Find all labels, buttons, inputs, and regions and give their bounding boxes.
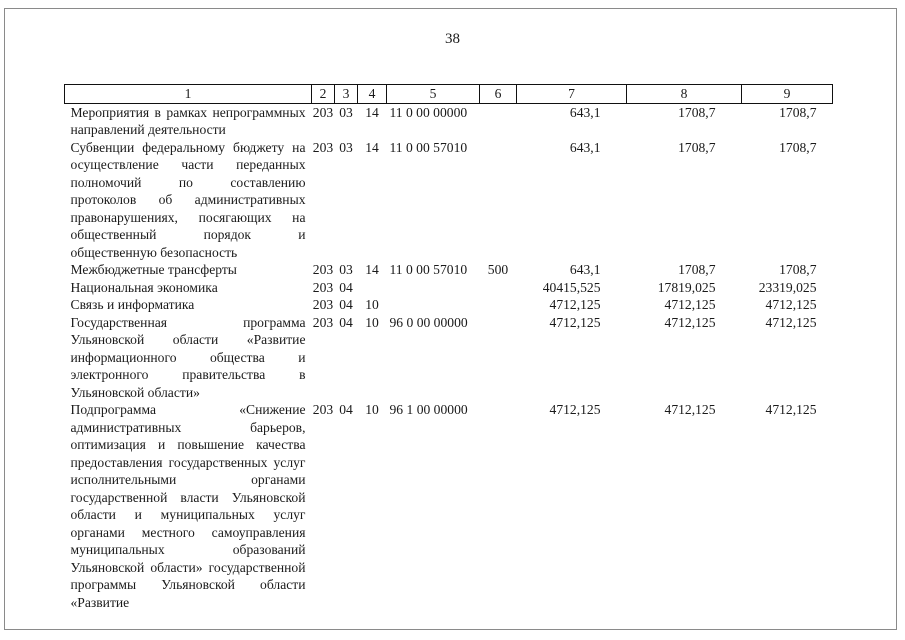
row-col-9: 4712,125: [765, 402, 817, 417]
row-col-7: 4712,125: [549, 297, 601, 312]
row-col-8: 17819,025: [657, 279, 716, 295]
row-col-3: 04: [339, 402, 353, 417]
row-name: Межбюджетные трансферты: [70, 262, 237, 277]
table-row: [65, 261, 833, 279]
row-col-7: 4712,125: [549, 314, 601, 330]
row-col-9: 4712,125: [765, 314, 817, 330]
row-col-7: 4712,125: [549, 402, 601, 417]
row-col-7: 643,1: [569, 104, 601, 120]
row-col-6: [480, 139, 517, 262]
row-name: Государственная программа Ульяновской области «Развитие информационного общества и электронного правительства в Ульяновской области»: [70, 314, 306, 400]
row-col-5: [387, 296, 480, 314]
row-col-4: 14: [365, 262, 379, 277]
row-col-6: [480, 279, 517, 297]
row-col-6: [480, 401, 517, 611]
header-col-1: 1: [65, 85, 312, 104]
header-col-6: 6: [480, 85, 517, 104]
header-col-4: 4: [358, 85, 387, 104]
row-name: Субвенции федеральному бюджету на осуществление части переданных полномочий по составлению протоколов об административных правонарушениях, посягающих на общественный порядок и общественную безопасность: [70, 139, 306, 260]
row-col-5: 11 0 00 00000: [389, 104, 468, 120]
header-col-9: 9: [742, 85, 833, 104]
row-col-4: [358, 279, 387, 297]
row-col-7: 643,1: [569, 262, 601, 277]
row-col-5: 11 0 00 57010: [389, 262, 468, 277]
row-col-2: 203: [312, 297, 334, 312]
row-col-3: 04: [339, 279, 353, 295]
row-col-7: 643,1: [569, 139, 601, 155]
header-row: [65, 85, 833, 104]
header-col-8: 8: [627, 85, 742, 104]
row-col-9: 23319,025: [758, 279, 817, 295]
budget-table: [64, 84, 833, 611]
row-col-6: [480, 103, 517, 139]
row-name: Подпрограмма «Снижение административных барьеров, оптимизация и повышение качества предоставления государственных услуг исполнительными органами государственной власти Ульяновской области и муниципальных услуг органами местного самоуправления муниципальных образований Ульяновской области» государственной программы Ульяновской области «Развитие: [70, 402, 306, 610]
row-col-2: 203: [312, 402, 334, 417]
row-col-9: 1708,7: [779, 104, 817, 120]
row-col-8: 4712,125: [664, 297, 716, 312]
row-col-6: 500: [487, 262, 509, 277]
row-col-5: 11 0 00 57010: [389, 139, 468, 155]
row-col-9: 1708,7: [779, 262, 817, 277]
row-col-7: 40415,525: [542, 279, 601, 295]
row-col-8: 1708,7: [678, 104, 716, 120]
row-col-8: 1708,7: [678, 262, 716, 277]
row-name: Национальная экономика: [70, 279, 218, 295]
header-col-2: 2: [312, 85, 335, 104]
row-name: Мероприятия в рамках непрограммных направлений деятельности: [70, 104, 306, 137]
row-col-8: 4712,125: [664, 314, 716, 330]
page-number: 38: [445, 31, 460, 47]
row-col-9: 1708,7: [779, 139, 817, 155]
row-col-4: 14: [365, 139, 379, 155]
row-col-8: 4712,125: [664, 402, 716, 417]
table-row: [65, 103, 833, 139]
row-col-2: 203: [312, 104, 334, 120]
row-col-3: 04: [339, 314, 353, 330]
row-col-9: 4712,125: [765, 297, 817, 312]
row-col-3: 04: [339, 297, 353, 312]
table-row: [65, 279, 833, 297]
row-col-3: 03: [339, 139, 353, 155]
table-row: [65, 139, 833, 262]
header-col-5: 5: [387, 85, 480, 104]
row-name: Связь и информатика: [70, 297, 195, 312]
row-col-6: [480, 296, 517, 314]
row-col-5: 96 0 00 00000: [389, 314, 468, 330]
row-col-2: 203: [312, 262, 334, 277]
row-col-3: 03: [339, 262, 353, 277]
table-row: [65, 314, 833, 402]
row-col-6: [480, 314, 517, 402]
row-col-2: 203: [312, 314, 334, 330]
row-col-4: 10: [365, 297, 379, 312]
row-col-4: 14: [365, 104, 379, 120]
row-col-4: 10: [365, 314, 379, 330]
header-col-3: 3: [335, 85, 358, 104]
row-col-3: 03: [339, 104, 353, 120]
table-row: [65, 296, 833, 314]
row-col-4: 10: [365, 402, 379, 417]
table-row: [65, 401, 833, 611]
row-col-2: 203: [312, 139, 334, 155]
row-col-2: 203: [312, 279, 334, 295]
row-col-5: 96 1 00 00000: [389, 402, 468, 417]
row-col-5: [387, 279, 480, 297]
row-col-8: 1708,7: [678, 139, 716, 155]
header-col-7: 7: [517, 85, 627, 104]
